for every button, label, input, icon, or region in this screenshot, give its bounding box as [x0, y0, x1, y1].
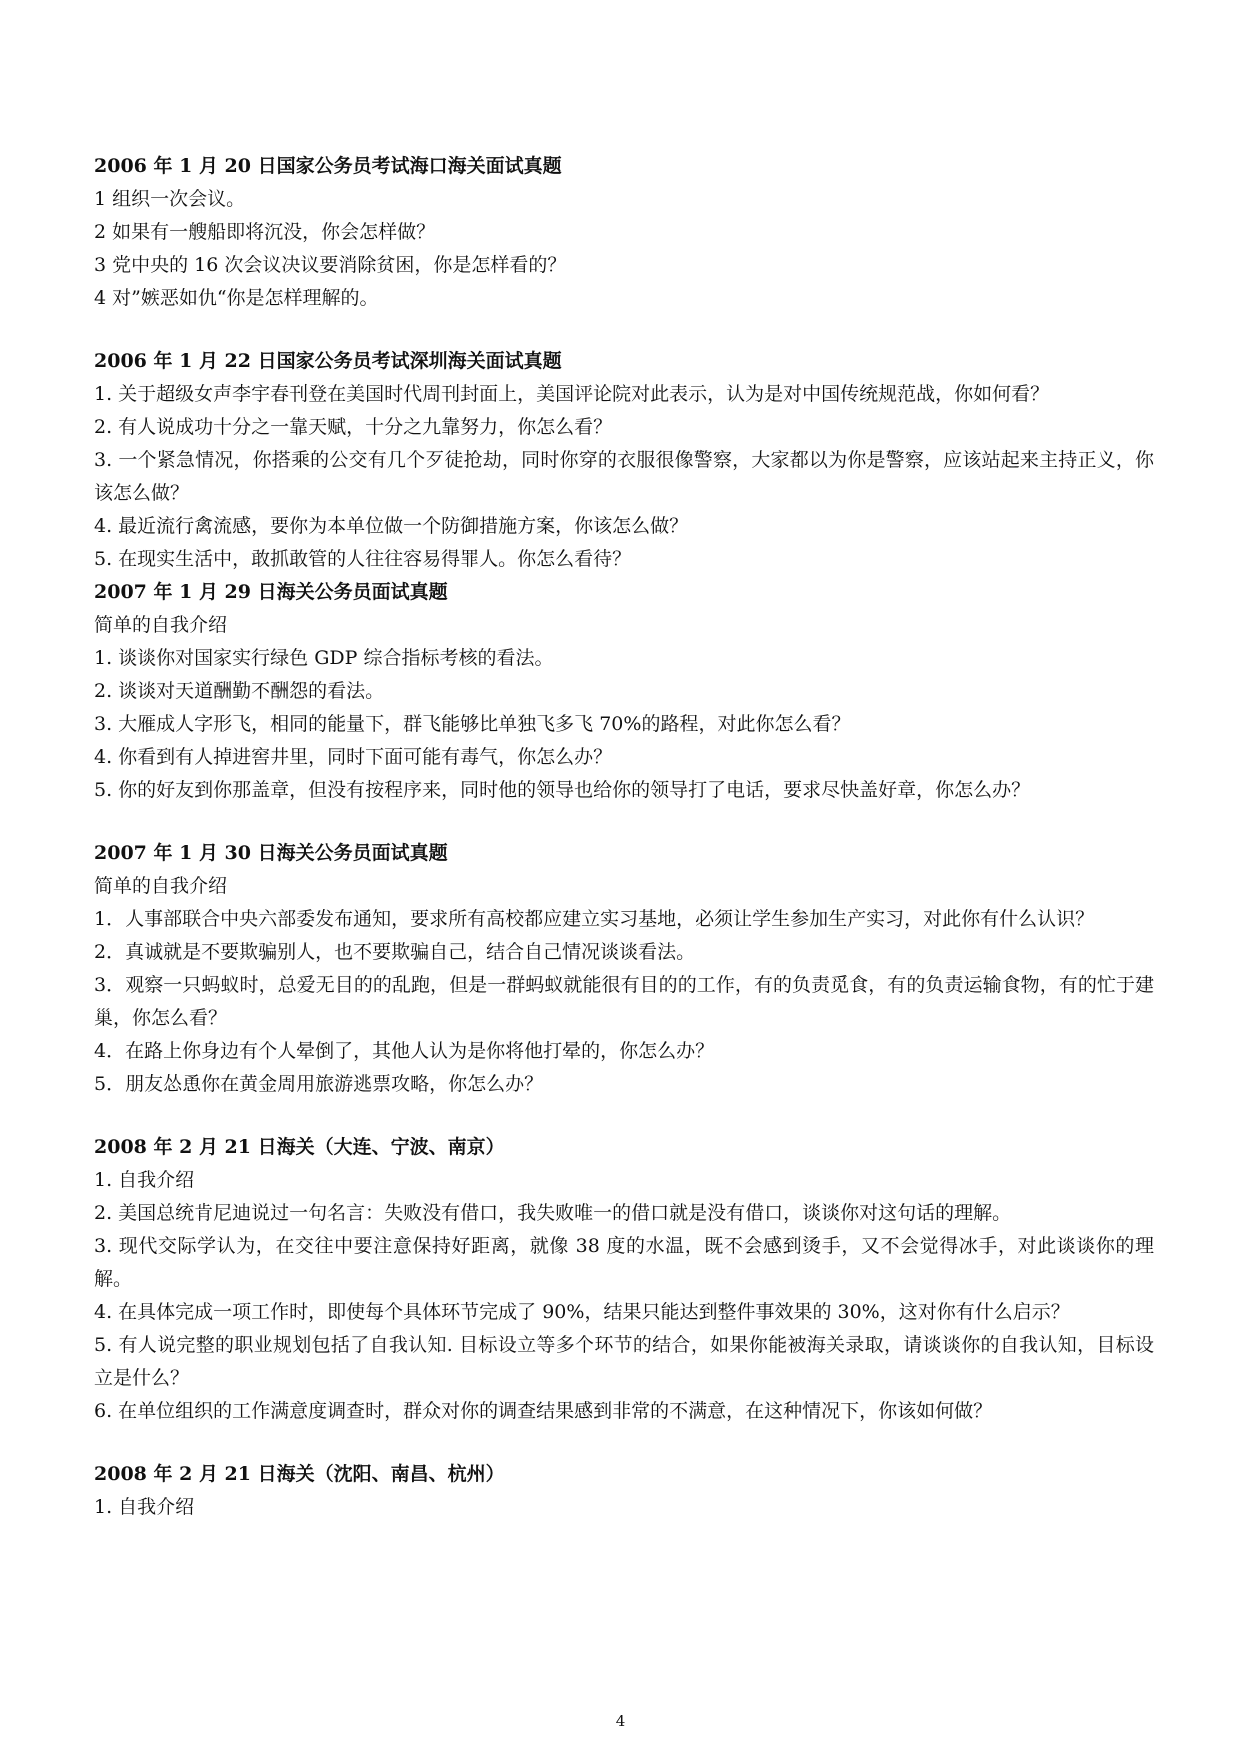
question-line: 3. 现代交际学认为，在交往中要注意保持好距离，就像 38 度的水温，既不会感到烫手，又不会觉得冰手，对此谈谈你的理解。 [94, 1235, 1154, 1290]
section-heading: 2006 年 1 月 20 日国家公务员考试海口海关面试真题 [94, 155, 562, 177]
document-body [94, 150, 1154, 1524]
question-line: 3. 一个紧急情况，你搭乘的公交有几个歹徒抢劫，同时你穿的衣服很像警察，大家都以为你是警察，应该站起来主持正义，你该怎么做？ [94, 449, 1154, 504]
question-line: 1．人事部联合中央六部委发布通知，要求所有高校都应建立实习基地，必须让学生参加生产实习，对此你有什么认识？ [94, 908, 1095, 930]
question-line: 1. 自我介绍 [94, 1496, 195, 1518]
question-line: 5. 在现实生活中，敢抓敢管的人往往容易得罪人。你怎么看待？ [94, 548, 632, 570]
question-line: 4. 在具体完成一项工作时，即使每个具体环节完成了 90%，结果只能达到整件事效果的 30%，这对你有什么启示？ [94, 1301, 1070, 1323]
section-heading: 2006 年 1 月 22 日国家公务员考试深圳海关面试真题 [94, 350, 562, 372]
section-heading: 2008 年 2 月 21 日海关（大连、宁波、南京） [94, 1136, 505, 1158]
question-line: 简单的自我介绍 [94, 875, 228, 897]
question-line: 3. 大雁成人字形飞，相同的能量下，群飞能够比单独飞多飞 70%的路程，对此你怎么看？ [94, 713, 851, 735]
question-line: 1. 自我介绍 [94, 1169, 195, 1191]
question-line: 5. 你的好友到你那盖章，但没有按程序来，同时他的领导也给你的领导打了电话，要求尽快盖好章，你怎么办？ [94, 779, 1031, 801]
question-line: 1. 关于超级女声李宇春刊登在美国时代周刊封面上，美国评论院对此表示，认为是对中国传统规范战，你如何看？ [94, 383, 1050, 405]
question-section [94, 837, 1154, 1101]
question-section [94, 1458, 1154, 1524]
question-line: 4. 最近流行禽流感，要你为本单位做一个防御措施方案，你该怎么做？ [94, 515, 689, 537]
section-heading: 2007 年 1 月 29 日海关公务员面试真题 [94, 581, 448, 603]
question-line: 4．在路上你身边有个人晕倒了，其他人认为是你将他打晕的，你怎么办？ [94, 1040, 715, 1062]
question-line: 2. 谈谈对天道酬勤不酬怨的看法。 [94, 680, 385, 702]
question-line: 3．观察一只蚂蚁时，总爱无目的的乱跑，但是一群蚂蚁就能很有目的的工作，有的负责觅食，有的负责运输食物，有的忙于建巢，你怎么看？ [94, 974, 1154, 1029]
question-line: 2. 有人说成功十分之一靠天赋，十分之九靠努力，你怎么看？ [94, 416, 613, 438]
question-section [94, 1131, 1154, 1428]
question-line: 1 组织一次会议。 [94, 188, 246, 210]
question-line: 4 对”嫉恶如仇“你是怎样理解的。 [94, 287, 379, 309]
question-section [94, 576, 1154, 807]
question-line: 2．真诚就是不要欺骗别人，也不要欺骗自己，结合自己情况谈谈看法。 [94, 941, 696, 963]
question-line: 6. 在单位组织的工作满意度调查时，群众对你的调查结果感到非常的不满意，在这种情况下，你该如何做？ [94, 1400, 993, 1422]
section-heading: 2007 年 1 月 30 日海关公务员面试真题 [94, 842, 448, 864]
question-line: 5．朋友怂恿你在黄金周用旅游逃票攻略，你怎么办？ [94, 1073, 544, 1095]
page-number: 4 [615, 1712, 626, 1730]
question-section [94, 345, 1154, 576]
question-line: 简单的自我介绍 [94, 614, 228, 636]
question-line: 1. 谈谈你对国家实行绿色 GDP 综合指标考核的看法。 [94, 647, 554, 669]
question-section [94, 150, 1154, 315]
question-line: 4. 你看到有人掉进窖井里，同时下面可能有毒气，你怎么办？ [94, 746, 613, 768]
question-line: 5. 有人说完整的职业规划包括了自我认知. 目标设立等多个环节的结合，如果你能被海关录取，请谈谈你的自我认知，目标设立是什么？ [94, 1334, 1154, 1389]
section-heading: 2008 年 2 月 21 日海关（沈阳、南昌、杭州） [94, 1463, 505, 1485]
question-line: 2 如果有一艘船即将沉没，你会怎样做？ [94, 221, 436, 243]
question-line: 3 党中央的 16 次会议决议要消除贫困，你是怎样看的？ [94, 254, 567, 276]
question-line: 2. 美国总统肯尼迪说过一句名言：失败没有借口，我失败唯一的借口就是没有借口，谈谈你对这句话的理解。 [94, 1202, 1012, 1224]
